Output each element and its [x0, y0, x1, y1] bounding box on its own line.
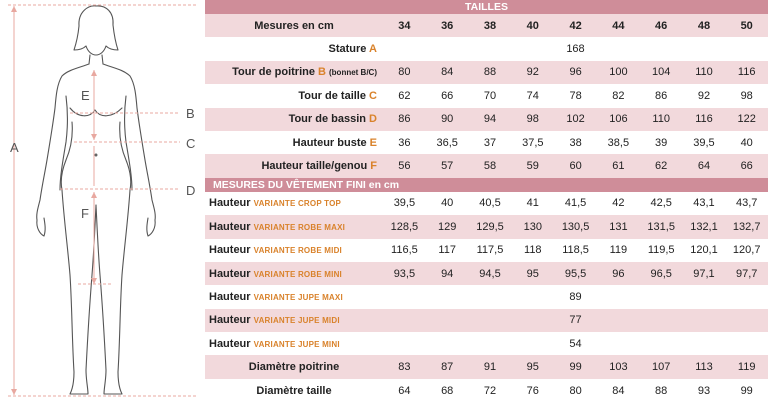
row-variant: VARIANTE CROP TOP: [253, 199, 342, 209]
cell-value: 38: [554, 131, 597, 154]
measurement-guides: [8, 5, 196, 396]
row-letter: A: [369, 43, 377, 56]
sizes-banner: TAILLES: [205, 0, 768, 14]
cell-value: 113: [683, 355, 726, 378]
row-label: [205, 108, 383, 131]
row-variant: VARIANTE JUPE MIDI: [253, 316, 340, 326]
cell-value: 116: [725, 61, 768, 84]
cell-value: 64: [383, 379, 426, 402]
cell-value: 116,5: [383, 239, 426, 262]
row-label: [205, 379, 383, 402]
cell-value: 82: [597, 84, 640, 107]
cell-value: 80: [383, 61, 426, 84]
cell-value: 92: [683, 84, 726, 107]
size-chart: [205, 0, 768, 408]
row-label-text: Stature: [328, 43, 370, 56]
finished-measure-row: [205, 355, 768, 378]
row-label: [205, 285, 383, 308]
cell-value-all-sizes: 77: [383, 309, 768, 332]
letter-e: E: [81, 88, 90, 103]
row-label-text: Hauteur taille/genou: [261, 160, 371, 173]
row-label-text: Hauteur: [209, 314, 254, 327]
row-variant: VARIANTE ROBE MINI: [253, 269, 342, 279]
letter-c: C: [186, 136, 196, 151]
cell-value: 128,5: [383, 215, 426, 238]
row-label-text: Hauteur: [209, 244, 254, 257]
cell-value: 104: [640, 61, 683, 84]
finished-measure-row: [205, 309, 768, 332]
silhouette-illustration: [0, 0, 205, 408]
cell-value: 93,5: [383, 262, 426, 285]
cell-value: 118,5: [554, 239, 597, 262]
cell-value: 103: [597, 355, 640, 378]
cell-value: 37,5: [511, 131, 554, 154]
cell-value: 116: [683, 108, 726, 131]
cell-value: 119,5: [640, 239, 683, 262]
cell-value: 94: [469, 108, 512, 131]
body-figure: [0, 0, 205, 408]
cell-value: 36: [383, 131, 426, 154]
cell-value: 117: [426, 239, 469, 262]
row-label: [205, 215, 383, 238]
row-label-text: Tour de taille: [298, 89, 370, 102]
cell-value: 38,5: [597, 131, 640, 154]
cell-value: 43,7: [725, 192, 768, 215]
cell-value: 70: [469, 84, 512, 107]
cell-value: 86: [383, 108, 426, 131]
row-label-text: Hauteur buste: [292, 136, 370, 149]
finished-measure-row: [205, 285, 768, 308]
letter-a: A: [10, 140, 19, 155]
cell-value: 68: [426, 379, 469, 402]
size-header: 42: [554, 14, 597, 37]
cell-value: 66: [426, 84, 469, 107]
cell-value: 110: [640, 108, 683, 131]
letter-f: F: [81, 206, 89, 221]
finished-measure-row: [205, 215, 768, 238]
figure-letters: [10, 88, 195, 221]
cell-value: 87: [426, 355, 469, 378]
row-label: [205, 192, 383, 215]
body-measure-row: [205, 131, 768, 154]
cell-value: 131: [597, 215, 640, 238]
cell-value: 132,7: [725, 215, 768, 238]
cell-value: 72: [469, 379, 512, 402]
row-variant: VARIANTE JUPE MINI: [253, 339, 340, 349]
body-measure-row: [205, 61, 768, 84]
cell-value-all-sizes: 54: [383, 332, 768, 355]
cell-value: 96: [597, 262, 640, 285]
cell-value: 86: [640, 84, 683, 107]
row-label: [205, 37, 383, 60]
cell-value: 110: [683, 61, 726, 84]
cell-value: 92: [511, 61, 554, 84]
cell-value: 88: [469, 61, 512, 84]
cell-value: 83: [383, 355, 426, 378]
finished-measure-row: [205, 262, 768, 285]
cell-value: 39: [640, 131, 683, 154]
finished-measure-row: [205, 332, 768, 355]
cell-value: 131,5: [640, 215, 683, 238]
cell-value: 95: [511, 262, 554, 285]
cell-value: 64: [683, 154, 726, 177]
size-header: 36: [426, 14, 469, 37]
cell-value: 118: [511, 239, 554, 262]
cell-value: 59: [511, 154, 554, 177]
size-header: 48: [683, 14, 726, 37]
silhouette-outline: [37, 6, 156, 394]
row-label-text: Diamètre poitrine: [248, 361, 340, 374]
cell-value: 41: [511, 192, 554, 215]
cell-value: 80: [554, 379, 597, 402]
cell-value: 61: [597, 154, 640, 177]
size-header: 38: [469, 14, 512, 37]
cell-value: 132,1: [683, 215, 726, 238]
cell-value: 129: [426, 215, 469, 238]
body-measure-row: [205, 154, 768, 177]
cell-value: 62: [640, 154, 683, 177]
row-label-text: Hauteur: [209, 220, 254, 233]
cell-value: 90: [426, 108, 469, 131]
row-label: [205, 262, 383, 285]
arrow-heads: [11, 6, 97, 395]
header-label: Mesures en cm: [205, 14, 383, 37]
finished-banner: MESURES DU VÊTEMENT FINI en cm: [205, 178, 768, 192]
sizes-banner-row: [205, 0, 768, 14]
row-label: [205, 154, 383, 177]
finished-measure-row: [205, 379, 768, 402]
row-variant: VARIANTE ROBE MIDI: [253, 246, 342, 256]
cell-value: 98: [725, 84, 768, 107]
row-note: (bonnet B/C): [329, 68, 377, 78]
row-label-text: Diamètre taille: [256, 384, 332, 397]
cell-value: 106: [597, 108, 640, 131]
cell-value: 91: [469, 355, 512, 378]
cell-value: 37: [469, 131, 512, 154]
cell-value: 40,5: [469, 192, 512, 215]
measurements-table: [205, 0, 768, 402]
cell-value: 96,5: [640, 262, 683, 285]
row-letter: B: [318, 66, 326, 79]
cell-value: 62: [383, 84, 426, 107]
body-measure-row: [205, 84, 768, 107]
cell-value: 99: [554, 355, 597, 378]
cell-value: 93: [683, 379, 726, 402]
cell-value: 120,7: [725, 239, 768, 262]
row-label-text: Tour de bassin: [288, 113, 370, 126]
cell-value: 56: [383, 154, 426, 177]
cell-value: 119: [725, 355, 768, 378]
row-label: [205, 61, 383, 84]
cell-value: 43,1: [683, 192, 726, 215]
row-letter: C: [369, 89, 377, 102]
cell-value: 119: [597, 239, 640, 262]
size-header: 46: [640, 14, 683, 37]
cell-value: 102: [554, 108, 597, 131]
cell-value-all-sizes: 168: [383, 37, 768, 60]
body-measure-row: [205, 37, 768, 60]
row-letter: E: [369, 136, 377, 149]
row-variant: VARIANTE JUPE MAXI: [253, 292, 343, 302]
cell-value: 57: [426, 154, 469, 177]
cell-value: 117,5: [469, 239, 512, 262]
size-header: 40: [511, 14, 554, 37]
cell-value: 129,5: [469, 215, 512, 238]
letter-d: D: [186, 183, 196, 198]
cell-value: 130: [511, 215, 554, 238]
cell-value: 100: [597, 61, 640, 84]
sizes-header-row: [205, 14, 768, 37]
row-label: [205, 355, 383, 378]
size-header: 50: [725, 14, 768, 37]
cell-value: 76: [511, 379, 554, 402]
cell-value: 58: [469, 154, 512, 177]
cell-value: 36,5: [426, 131, 469, 154]
cell-value: 94,5: [469, 262, 512, 285]
cell-value: 42,5: [640, 192, 683, 215]
row-label: [205, 332, 383, 355]
row-label-text: Tour de poitrine: [232, 66, 319, 79]
row-letter: D: [369, 113, 377, 126]
row-letter: F: [370, 160, 377, 173]
cell-value: 122: [725, 108, 768, 131]
cell-value: 40: [426, 192, 469, 215]
cell-value: 98: [511, 108, 554, 131]
row-label: [205, 131, 383, 154]
cell-value: 107: [640, 355, 683, 378]
cell-value: 94: [426, 262, 469, 285]
cell-value: 97,1: [683, 262, 726, 285]
row-label-text: Hauteur: [209, 267, 254, 280]
cell-value: 78: [554, 84, 597, 107]
cell-value: 39,5: [383, 192, 426, 215]
letter-b: B: [186, 106, 195, 121]
cell-value: 60: [554, 154, 597, 177]
cell-value-all-sizes: 89: [383, 285, 768, 308]
cell-value: 66: [725, 154, 768, 177]
cell-value: 95: [511, 355, 554, 378]
row-label-text: Hauteur: [209, 337, 254, 350]
size-header: 44: [597, 14, 640, 37]
cell-value: 96: [554, 61, 597, 84]
row-label: [205, 84, 383, 107]
row-label-text: Hauteur: [209, 197, 254, 210]
size-header: 34: [383, 14, 426, 37]
finished-measure-row: [205, 192, 768, 215]
finished-banner-row: [205, 178, 768, 192]
cell-value: 95,5: [554, 262, 597, 285]
cell-value: 41,5: [554, 192, 597, 215]
cell-value: 97,7: [725, 262, 768, 285]
row-variant: VARIANTE ROBE MAXI: [253, 222, 346, 232]
cell-value: 40: [725, 131, 768, 154]
row-label: [205, 309, 383, 332]
cell-value: 84: [426, 61, 469, 84]
cell-value: 74: [511, 84, 554, 107]
cell-value: 42: [597, 192, 640, 215]
cell-value: 130,5: [554, 215, 597, 238]
finished-measure-row: [205, 239, 768, 262]
cell-value: 120,1: [683, 239, 726, 262]
measurements-body: [205, 0, 768, 402]
row-label: [205, 239, 383, 262]
body-measure-row: [205, 108, 768, 131]
cell-value: 88: [640, 379, 683, 402]
cell-value: 99: [725, 379, 768, 402]
cell-value: 39,5: [683, 131, 726, 154]
row-label-text: Hauteur: [209, 290, 254, 303]
cell-value: 84: [597, 379, 640, 402]
